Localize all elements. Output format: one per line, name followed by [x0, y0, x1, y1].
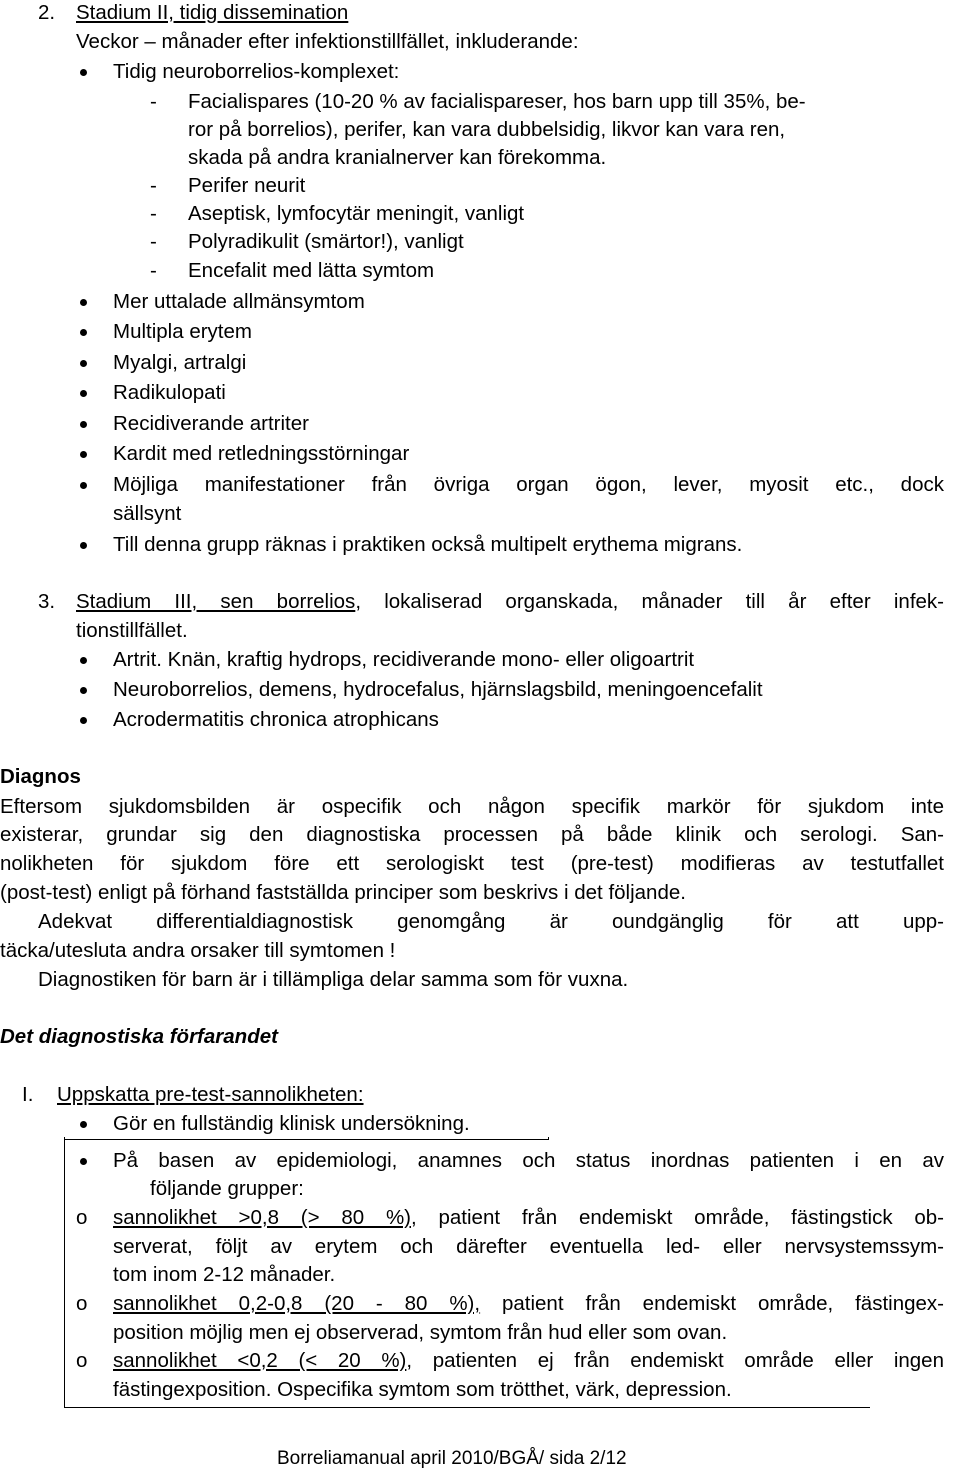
list-item-cont: ror på borrelios), perifer, kan vara dubbelsidig, likvor kan vara ren,: [188, 118, 786, 141]
bullet-icon: [80, 482, 87, 489]
list-item: Till denna grupp räknas i praktiken också multipelt erythema migrans.: [113, 533, 743, 556]
dash: -: [150, 174, 157, 197]
paragraph-line: Eftersom sjukdomsbilden är ospecifik och någon specifik markör för sjukdom inte: [0, 795, 944, 818]
list-item: Neuroborrelios, demens, hydrocefalus, hjärnslagsbild, meningoencefalit: [113, 678, 763, 701]
list-item: Mer uttalade allmänsymtom: [113, 290, 365, 313]
list-item: Kardit med retledningsstörningar: [113, 442, 410, 465]
group-mid-line1: [113, 1291, 944, 1317]
paragraph-line: nolikheten för sjukdom före ett serologiskt test (pre-test) modifieras av testutfallet: [0, 852, 944, 875]
probability-description: , patienten ej från endemiskt område eller ingen: [406, 1349, 944, 1372]
list-item: Recidiverande artriter: [113, 412, 309, 435]
bullet-icon: [80, 299, 87, 306]
section-heading-diagnos: Diagnos: [0, 765, 81, 788]
bullet-icon: [80, 542, 87, 549]
bullet-icon: [80, 1121, 87, 1128]
list-item: Perifer neurit: [188, 174, 306, 197]
paragraph-line: (post-test) enligt på förhand fastställda principer som beskrivs i det följande.: [0, 881, 686, 904]
stage3-title: Stadium III, sen borrelios: [76, 590, 356, 613]
organ-manifestations: Möjliga manifestationer från övriga organ ögon, lever, myosit etc., dock: [113, 473, 944, 496]
dash: -: [150, 90, 157, 113]
list-item: Acrodermatitis chronica atrophicans: [113, 708, 439, 731]
list-item: Myalgi, artralgi: [113, 351, 247, 374]
stage3-description-cont: tionstillfället.: [76, 619, 188, 642]
paragraph-line: existerar, grundar sig den diagnostiska processen på både klinik och serologi. San-: [0, 823, 944, 846]
circle-marker: o: [76, 1292, 88, 1315]
list-item: På basen av epidemiologi, anamnes och status inordnas patienten i en av: [113, 1149, 944, 1172]
bullet-icon: [80, 69, 87, 76]
probability-label: sannolikhet 0,2-0,8 (20 - 80 %),: [113, 1292, 481, 1315]
circle-marker: o: [76, 1206, 88, 1229]
box-border-left: [64, 1137, 65, 1408]
list-item: Multipla erytem: [113, 320, 252, 343]
stage2-intro: Veckor – månader efter infektionstillfället, inkluderande:: [76, 30, 579, 53]
stage2-number: 2.: [38, 1, 56, 24]
bullet-icon: [80, 1158, 87, 1165]
group-low-line1: [113, 1348, 944, 1374]
step-number: I.: [22, 1083, 34, 1106]
probability-description: , patient från endemiskt område, fästingstick ob-: [411, 1206, 945, 1229]
probability-description-cont: position möjlig men ej observerad, symtom från hud eller som ovan.: [113, 1321, 728, 1344]
paragraph-line: täcka/utesluta andra orsaker till symtomen !: [0, 939, 396, 962]
circle-marker: o: [76, 1349, 88, 1372]
group-high-line1: [113, 1205, 944, 1231]
paragraph-line: Diagnostiken för barn är i tillämpliga delar samma som för vuxna.: [38, 968, 629, 991]
probability-description-cont: tom inom 2-12 månader.: [113, 1263, 336, 1286]
bullet-icon: [80, 421, 87, 428]
probability-label: sannolikhet >0,8 (> 80 %): [113, 1206, 412, 1229]
early-complex-label: Tidig neuroborrelios-komplexet:: [113, 60, 400, 83]
organ-manifestations-cont: sällsynt: [113, 502, 182, 525]
stage3-number: 3.: [38, 590, 56, 613]
stage3-description: , lokaliserad organskada, månader till år efter infek-: [355, 590, 944, 613]
list-item: Gör en fullständig klinisk undersökning.: [113, 1112, 470, 1135]
list-item-cont: följande grupper:: [150, 1177, 304, 1200]
probability-label: sannolikhet <0,2 (< 20 %): [113, 1349, 407, 1372]
paragraph-line: Adekvat differentialdiagnostisk genomgång är oundgänglig för att upp-: [38, 910, 944, 933]
dash: -: [150, 202, 157, 225]
list-item: Aseptisk, lymfocytär meningit, vanligt: [188, 202, 525, 225]
list-item: Radikulopati: [113, 381, 226, 404]
list-item: Artrit. Knän, kraftig hydrops, recidiverande mono- eller oligoartrit: [113, 648, 695, 671]
dash: -: [150, 259, 157, 282]
stage3-line1: [76, 589, 944, 615]
list-item-cont: skada på andra kranialnerver kan förekomma.: [188, 146, 607, 169]
bullet-icon: [80, 451, 87, 458]
probability-description-cont: serverat, följt av erytem och därefter eventuella led- eller nervsystemssym-: [113, 1235, 944, 1258]
bullet-icon: [80, 717, 87, 724]
list-item: Facialispares (10-20 % av facialispareser, hos barn upp till 35%, be-: [188, 90, 806, 113]
bullet-icon: [80, 329, 87, 336]
bullet-icon: [80, 687, 87, 694]
section-heading-procedure: Det diagnostiska förfarandet: [0, 1025, 278, 1048]
bullet-icon: [80, 657, 87, 664]
page-footer: Borreliamanual april 2010/BGÅ/ sida 2/12: [277, 1448, 627, 1469]
step-title: Uppskatta pre-test-sannolikheten:: [57, 1083, 364, 1106]
list-item: Polyradikulit (smärtor!), vanligt: [188, 230, 464, 253]
dash: -: [150, 230, 157, 253]
bullet-icon: [80, 360, 87, 367]
bullet-icon: [80, 390, 87, 397]
stage2-title: Stadium II, tidig dissemination: [76, 1, 349, 24]
box-border-bottom: [64, 1407, 870, 1408]
probability-description-cont: fästingexposition. Ospecifika symtom som trötthet, värk, depression.: [113, 1378, 732, 1401]
list-item: Encefalit med lätta symtom: [188, 259, 435, 282]
box-border-top: [64, 1139, 549, 1140]
probability-description: patient från endemiskt område, fästingex-: [480, 1292, 944, 1315]
